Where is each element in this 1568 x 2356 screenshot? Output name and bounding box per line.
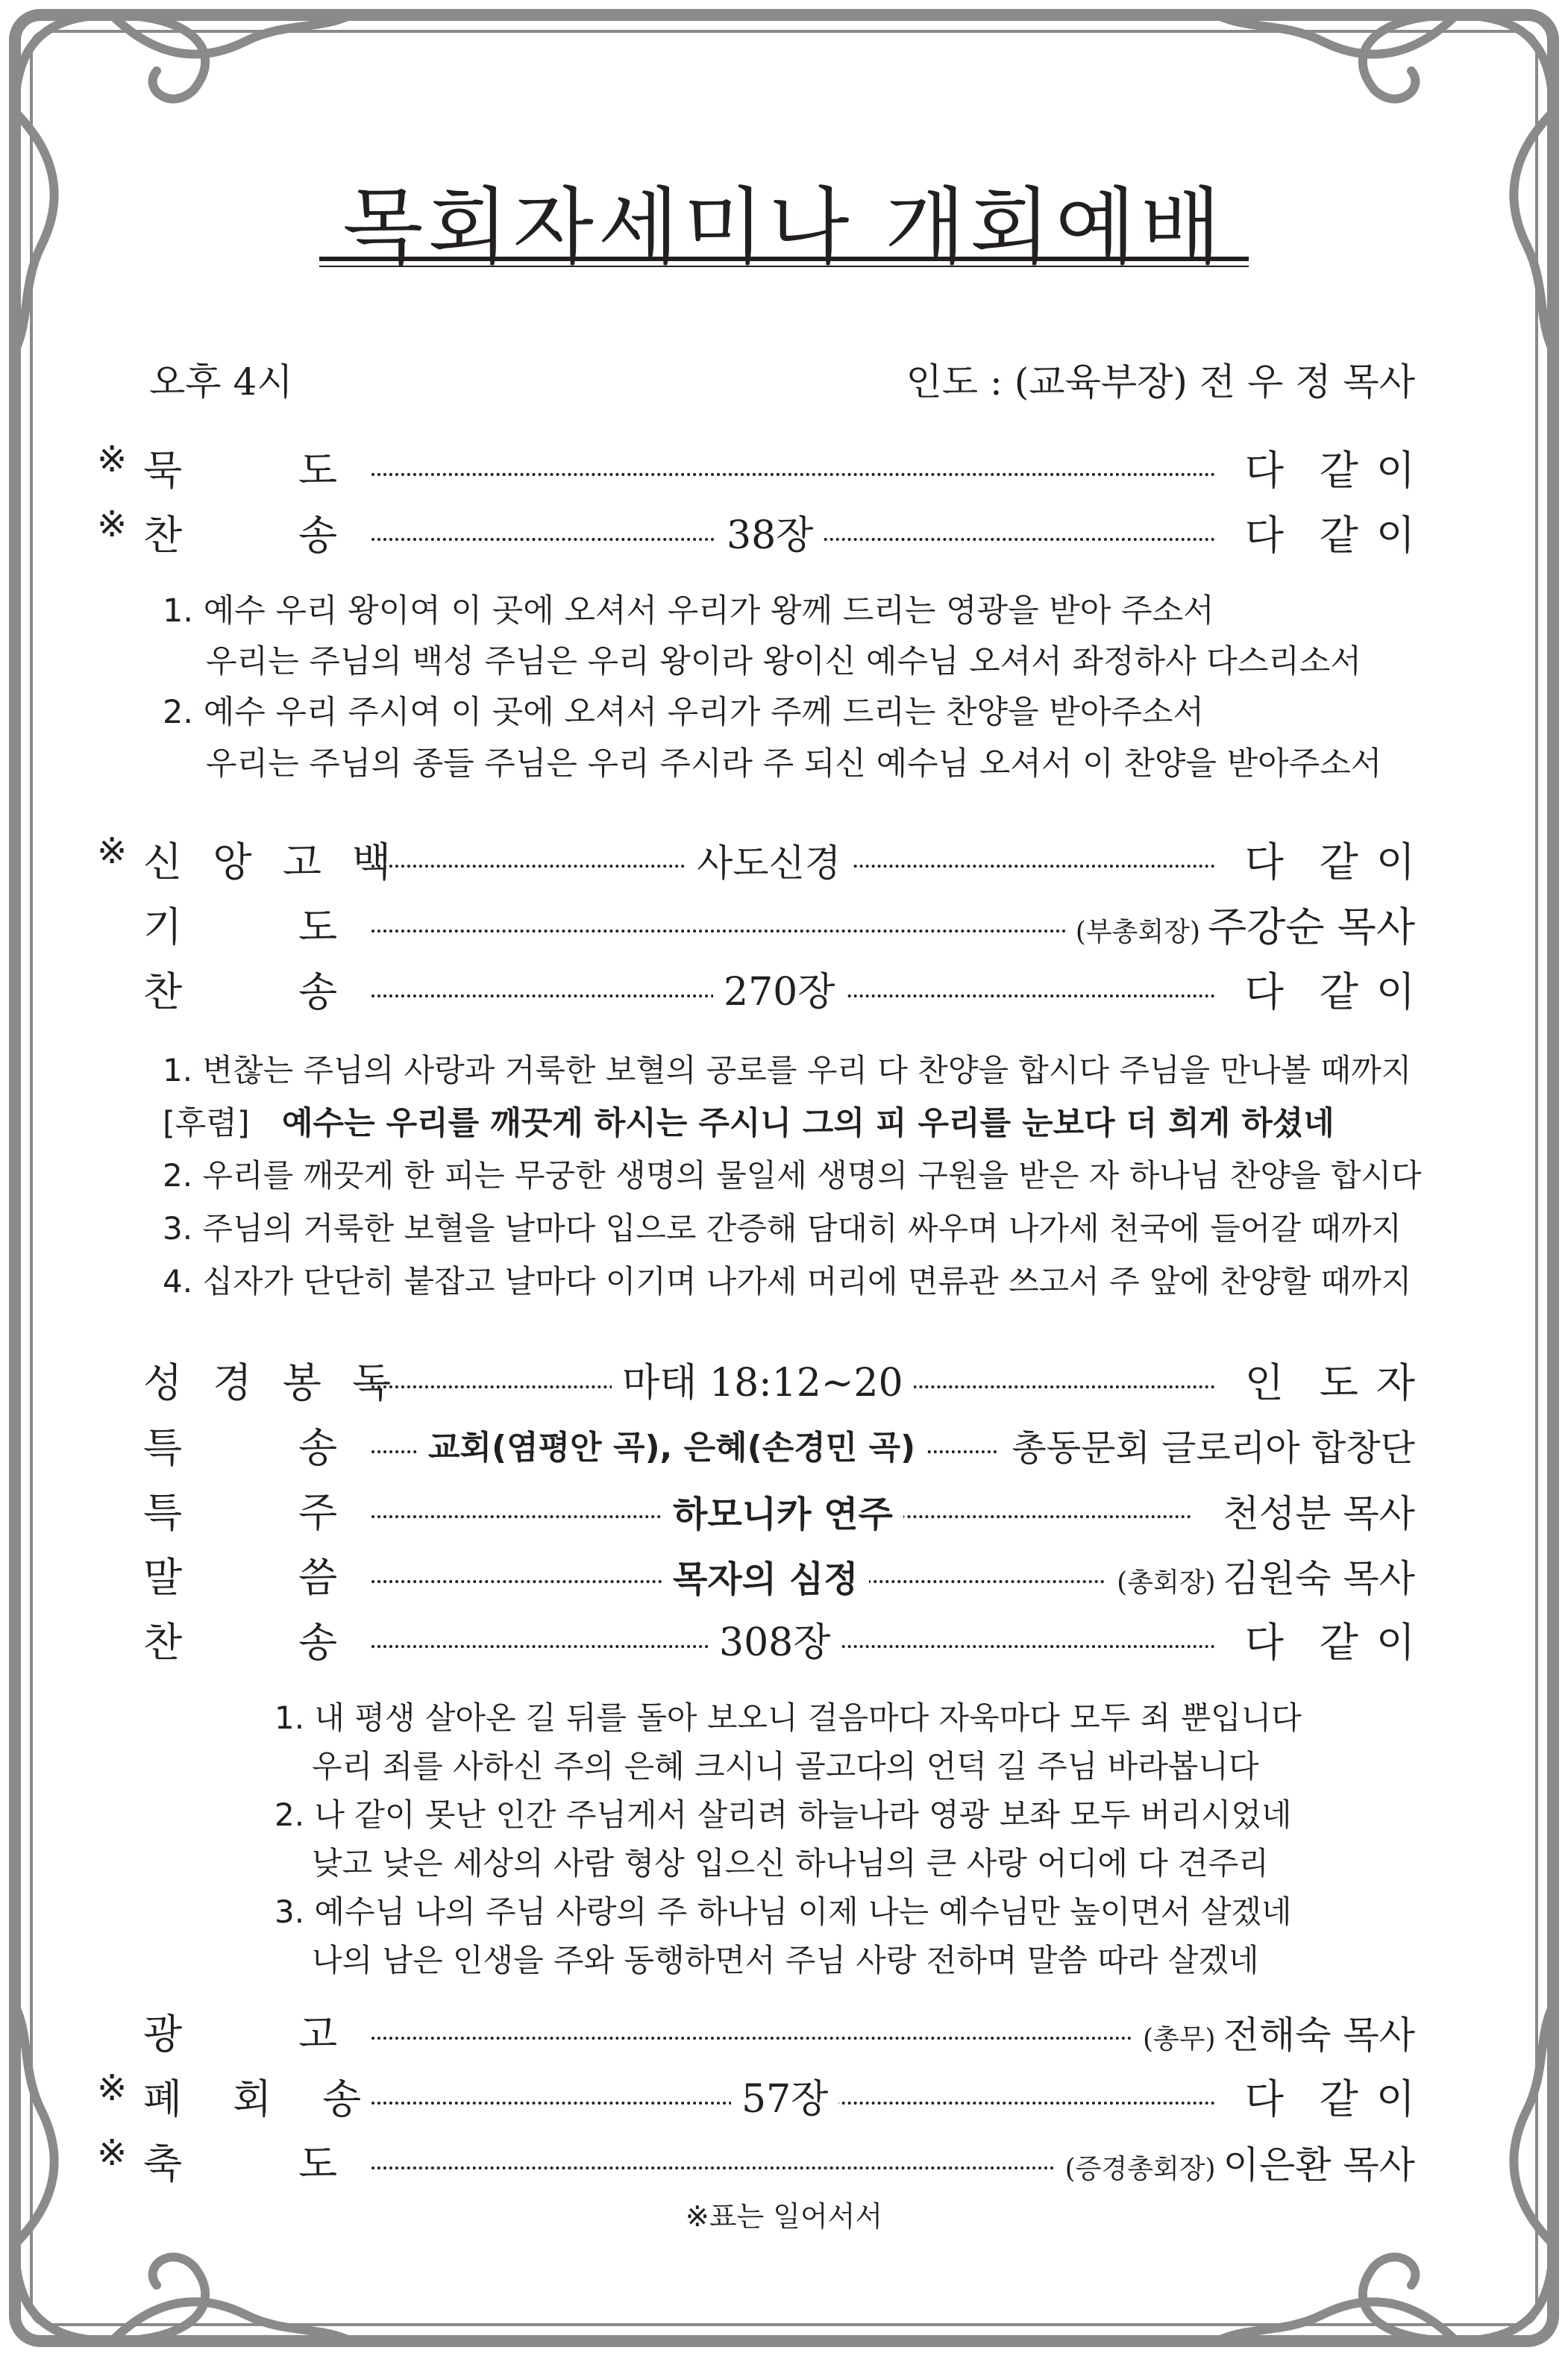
order-row-hymn-3 [97,1611,1415,1670]
order-center-text: 목자의 심정 [662,1550,869,1602]
lyric-line: 2. 나 같이 못난 인간 주님게서 살리려 하늘나라 영광 보좌 모두 버리시었네 [275,1796,1292,1833]
standing-mark: ※ [97,2067,128,2109]
order-label: 신 앙 고 백 [143,839,401,886]
standing-mark: ※ [97,830,128,872]
order-row-hymn-1 [97,504,1415,563]
order-label-char: 송 [298,1424,338,1471]
leader-dots [371,930,1161,933]
order-label: 폐 회 송 [143,2075,362,2122]
refrain-line: 예수는 우리를 깨끗게 하시는 주시니 그의 피 우리를 눈보다 더 희게 하셨네 [282,1105,1335,1142]
order-performer: 다 같 이 [1217,439,1415,496]
order-label-char: 고 [298,2011,338,2058]
order-center-text: 교회(염평안 곡), 은혜(손경민 곡) [418,1420,926,1468]
order-label-char: 특 [143,1424,183,1471]
order-label-char: 송 [298,512,338,559]
lyric-line: 우리 죄를 사하신 주의 은혜 크시니 골고다의 언덕 길 주님 바라봅니다 [312,1748,1259,1785]
lyric-line: 1. 내 평생 살아온 길 뒤를 돌아 보오니 걸음마다 자욱마다 모두 죄 뿐입니다 [275,1699,1302,1736]
lyric-line: 나의 남은 인생을 주와 동행하면서 주님 사랑 전하며 말씀 따라 살겠네 [312,1942,1259,1979]
order-label-char: 기 [143,903,183,950]
standing-mark: ※ [97,439,128,480]
order-performer: 천성분 목사 [1213,1484,1415,1538]
order-performer: 총동문회 글로리아 합창단 [1001,1419,1415,1470]
leader-dots [371,473,1251,476]
order-row-scripture [97,1351,1415,1411]
order-label-char: 찬 [143,1619,183,1666]
order-label-char: 주 [298,1489,338,1536]
order-performer: 다 같 이 [1217,1611,1415,1668]
order-center-text: 사도신경 [686,833,851,887]
standing-mark: ※ [97,504,128,545]
order-label-char: 도 [298,903,338,950]
order-row-silent-prayer [97,439,1415,498]
order-performer: (총회장) 김원숙 목사 [1106,1549,1415,1602]
title-underline [319,257,1249,261]
page-title: 목회자세미나 개회예배 [342,179,1226,276]
order-row-special-music [97,1481,1415,1541]
order-center-text: 308장 [709,1611,841,1667]
lyric-line: 우리는 주님의 종들 주님은 우리 주시라 주 되신 예수님 오셔서 이 찬양을 받아주소서 [206,745,1382,783]
lyric-line: 1. 예수 우리 왕이여 이 곳에 오셔서 우리가 왕께 드리는 영광을 받아 주소서 [163,592,1214,630]
order-performer: 다 같 이 [1217,960,1415,1018]
order-label-char: 찬 [143,968,183,1015]
order-performer: 인 도 자 [1217,1351,1415,1409]
title-underline-thin [319,266,1249,267]
order-performer: 다 같 이 [1217,2067,1415,2125]
order-performer: 다 같 이 [1217,830,1415,888]
order-label-char: 말 [143,1554,183,1601]
service-leader: 인도 : (교육부장) 전 우 정 목사 [906,360,1415,404]
order-label-char: 송 [298,968,338,1015]
order-label-char: 송 [298,1619,338,1666]
order-center-text: 마태 18:12~20 [612,1351,914,1407]
order-row-creed [97,830,1415,890]
standing-note: ※표는 일어서서 [685,2200,883,2233]
leader-dots [371,2037,1161,2040]
order-center-text: 38장 [716,504,824,560]
order-row-special-song [97,1416,1415,1476]
order-label-char: 찬 [143,512,183,559]
lyric-line: 4. 십자가 단단히 붙잡고 날마다 이기며 나가세 머리에 면류관 쓰고서 주 앞에 찬양할 때까지 [163,1263,1412,1300]
order-label-char: 특 [143,1489,183,1536]
order-label-char: 도 [298,2140,338,2187]
order-label: 성 경 봉 독 [143,1359,401,1406]
order-row-hymn-2 [97,960,1415,1020]
order-label-char: 씀 [298,1554,338,1601]
order-performer: (부총회장) 주강순 목사 [1065,895,1415,953]
order-row-closing-hymn [97,2067,1415,2127]
order-center-text: 57장 [731,2067,838,2123]
order-performer: (증경총회장) 이은환 목사 [1055,2135,1415,2189]
order-center-text: 하모니카 연주 [662,1485,903,1537]
order-row-benediction [97,2132,1415,2192]
lyric-line: 낮고 낮은 세상의 사람 형상 입으신 하나님의 큰 사랑 어디에 다 견주리 [312,1845,1269,1882]
lyric-line: 3. 주님의 거룩한 보혈을 날마다 입으로 간증해 담대히 싸우며 나가세 천국에 들어갈 때까지 [163,1210,1402,1247]
lyric-line: 우리는 주님의 백성 주님은 우리 왕이라 왕이신 예수님 오셔서 좌정하사 다스리소서 [206,643,1361,680]
order-label-char: 도 [298,447,338,494]
service-time: 오후 4시 [149,360,293,404]
order-label-char: 광 [143,2011,183,2058]
order-center-text: 270장 [713,960,845,1016]
lyric-line: 2. 예수 우리 주시여 이 곳에 오셔서 우리가 주께 드리는 찬양을 받아주소서 [163,694,1204,731]
leader-dots [371,2167,1132,2169]
order-label-char: 묵 [143,447,183,494]
lyric-line: 2. 우리를 깨끗게 한 피는 무궁한 생명의 물일세 생명의 구원을 받은 자 하나님 찬양을 합시다 [163,1157,1422,1194]
standing-mark: ※ [97,2132,128,2174]
refrain-label: [후렴] [163,1105,250,1142]
order-row-announcements [97,2002,1415,2062]
order-label-char: 축 [143,2140,183,2187]
order-row-sermon [97,1546,1415,1605]
order-performer: 다 같 이 [1217,504,1415,561]
order-performer: (총무) 전해숙 목사 [1132,2005,1415,2059]
lyric-line: 1. 변찮는 주님의 사랑과 거룩한 보혈의 공로를 우리 다 찬양을 합시다 주님을 만나볼 때까지 [163,1052,1412,1088]
lyric-line: 3. 예수님 나의 주님 사랑의 주 하나님 이제 나는 예수님만 높이면서 살겠네 [275,1893,1292,1930]
order-row-prayer [97,895,1415,955]
